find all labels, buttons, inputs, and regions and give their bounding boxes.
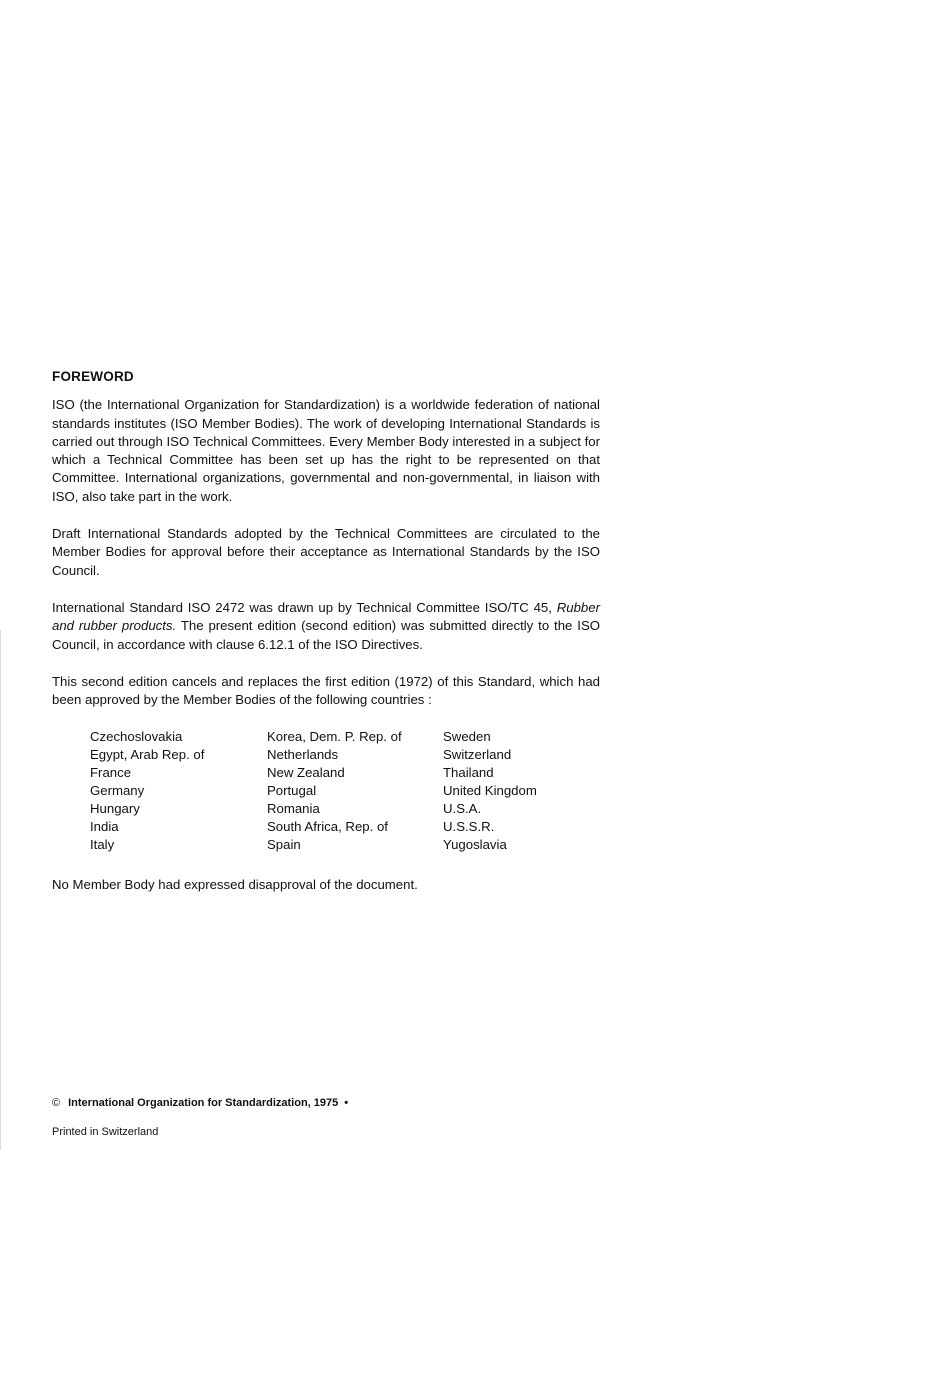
country-item: Czechoslovakia (90, 729, 183, 745)
paragraph-edition-note: This second edition cancels and replaces the first edition (1972) of this Standard, which had been approved by the Member Bodies of the following countries : (52, 673, 600, 708)
country-item: India (90, 818, 119, 834)
printed-in-note: Printed in Switzerland (52, 1126, 159, 1138)
country-column-1 (90, 728, 267, 853)
country-item: Netherlands (267, 747, 339, 763)
country-list (90, 728, 600, 853)
country-item: Germany (90, 783, 145, 799)
paragraph-draft-standards: Draft International Standards adopted by the Technical Committees are circulated to the Member Bodies for approval before their acceptance as International Standards by the ISO Council. (52, 526, 600, 578)
foreword-heading: FOREWORD (52, 369, 134, 384)
country-item: U.S.A. (443, 801, 482, 817)
copyright-text: International Organization for Standardization, 1975 (68, 1097, 339, 1109)
paragraph-iso-intro: ISO (the International Organization for Standardization) is a worldwide federation of national standards institutes (ISO Member Bodies). The work of developing International Standards is carried out through ISO Technical Committees. Every Member Body interested in a subject for which a Technical Committee has been set up has the right to be represented on that Committee. International organizations, governmental and non-governmental, in liaison with ISO, also take part in the work. (52, 397, 600, 504)
country-item: Romania (267, 801, 320, 817)
country-item: Spain (267, 836, 301, 852)
country-item: Switzerland (443, 747, 512, 763)
paragraph-closing: No Member Body had expressed disapproval of the document. (52, 876, 418, 892)
paragraph-standard-origin (52, 599, 600, 654)
country-item: Portugal (267, 783, 317, 799)
country-item: Italy (90, 836, 115, 852)
country-item: Hungary (90, 801, 140, 817)
country-item: Egypt, Arab Rep. of (90, 747, 205, 763)
country-item: U.S.S.R. (443, 818, 495, 834)
committee-title: Rubber and rubber products. (52, 599, 600, 634)
country-column-3 (443, 728, 593, 853)
country-item: Korea, Dem. P. Rep. of (267, 729, 402, 745)
country-item: Yugoslavia (443, 836, 507, 852)
country-item: South Africa, Rep. of (267, 818, 388, 834)
country-item: New Zealand (267, 765, 345, 781)
origin-text-before: International Standard ISO 2472 was drawn up by Technical Committee ISO/TC 45, (52, 599, 557, 615)
copyright-icon: © (52, 1097, 61, 1109)
country-column-2 (267, 728, 443, 853)
origin-text-after: The present edition (second edition) was submitted directly to the ISO Council, in accordance with clause 6.12.1 of the ISO Directives. (52, 618, 600, 652)
country-item: Sweden (443, 729, 491, 745)
bullet-icon: • (344, 1097, 349, 1109)
scan-edge-mark (0, 630, 1, 1150)
country-item: United Kingdom (443, 783, 537, 799)
country-item: France (90, 765, 132, 781)
copyright-line (52, 1097, 348, 1109)
country-item: Thailand (443, 765, 494, 781)
foreword-section (52, 368, 600, 894)
